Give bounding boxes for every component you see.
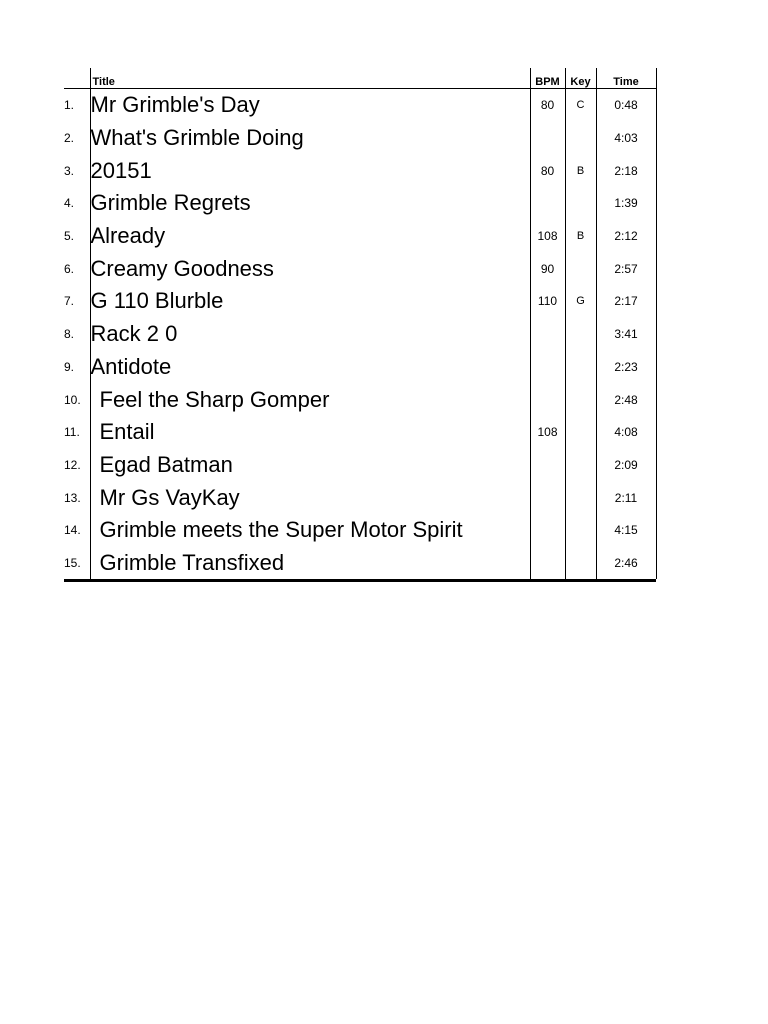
- song-key: [565, 252, 596, 285]
- song-key: [565, 514, 596, 547]
- song-time: 2:48: [596, 383, 656, 416]
- song-bpm: [530, 187, 565, 220]
- setlist-table: [64, 68, 657, 579]
- song-time: 2:09: [596, 449, 656, 482]
- song-time: 2:17: [596, 285, 656, 318]
- table-row: [64, 383, 656, 416]
- table-row: [64, 220, 656, 253]
- song-title: Grimble meets the Super Motor Spirit: [90, 514, 530, 547]
- song-time: 2:46: [596, 547, 656, 580]
- song-title: Feel the Sharp Gomper: [90, 383, 530, 416]
- song-key: [565, 187, 596, 220]
- header-bpm: BPM: [530, 68, 565, 89]
- table-row: [64, 514, 656, 547]
- table-row: [64, 318, 656, 351]
- song-time: 2:23: [596, 351, 656, 384]
- table-row: [64, 416, 656, 449]
- song-title: G 110 Blurble: [90, 285, 530, 318]
- song-key: [565, 318, 596, 351]
- track-number: 1.: [64, 89, 90, 122]
- song-key: [565, 383, 596, 416]
- song-title: Grimble Transfixed: [90, 547, 530, 580]
- song-title: What's Grimble Doing: [90, 122, 530, 155]
- song-bpm: [530, 449, 565, 482]
- song-key: [565, 351, 596, 384]
- song-key: [565, 481, 596, 514]
- song-title: Egad Batman: [90, 449, 530, 482]
- track-number: 2.: [64, 122, 90, 155]
- track-number: 6.: [64, 252, 90, 285]
- song-bpm: [530, 514, 565, 547]
- song-bpm: [530, 122, 565, 155]
- track-number: 7.: [64, 285, 90, 318]
- song-bpm: 108: [530, 416, 565, 449]
- song-key: [565, 122, 596, 155]
- song-bpm: [530, 481, 565, 514]
- song-title: Mr Grimble's Day: [90, 89, 530, 122]
- song-title: Creamy Goodness: [90, 252, 530, 285]
- song-bpm: [530, 383, 565, 416]
- song-bpm: 80: [530, 154, 565, 187]
- header-number: [64, 68, 90, 89]
- song-title: Antidote: [90, 351, 530, 384]
- track-number: 15.: [64, 547, 90, 580]
- header-time: Time: [596, 68, 656, 89]
- song-key: B: [565, 154, 596, 187]
- table-row: [64, 449, 656, 482]
- song-time: 1:39: [596, 187, 656, 220]
- song-key: G: [565, 285, 596, 318]
- song-time: 2:11: [596, 481, 656, 514]
- song-bpm: [530, 318, 565, 351]
- song-key: C: [565, 89, 596, 122]
- table-row: [64, 122, 656, 155]
- song-key: [565, 416, 596, 449]
- table-row: [64, 187, 656, 220]
- song-title: Rack 2 0: [90, 318, 530, 351]
- song-bpm: 80: [530, 89, 565, 122]
- table-row: [64, 285, 656, 318]
- song-bpm: 108: [530, 220, 565, 253]
- song-time: 4:03: [596, 122, 656, 155]
- song-bpm: 110: [530, 285, 565, 318]
- track-number: 9.: [64, 351, 90, 384]
- song-title: Entail: [90, 416, 530, 449]
- song-key: [565, 449, 596, 482]
- table-row: [64, 547, 656, 580]
- song-bpm: [530, 351, 565, 384]
- song-title: Mr Gs VayKay: [90, 481, 530, 514]
- track-number: 12.: [64, 449, 90, 482]
- table-row: [64, 481, 656, 514]
- table-row: [64, 351, 656, 384]
- song-time: 4:08: [596, 416, 656, 449]
- track-number: 4.: [64, 187, 90, 220]
- track-number: 8.: [64, 318, 90, 351]
- song-time: 4:15: [596, 514, 656, 547]
- song-title: Already: [90, 220, 530, 253]
- song-title: 20151: [90, 154, 530, 187]
- song-title: Grimble Regrets: [90, 187, 530, 220]
- setlist-sheet: [64, 68, 656, 582]
- track-number: 3.: [64, 154, 90, 187]
- song-rows: [64, 89, 656, 580]
- track-number: 14.: [64, 514, 90, 547]
- song-time: 2:18: [596, 154, 656, 187]
- table-row: [64, 154, 656, 187]
- song-time: 2:12: [596, 220, 656, 253]
- song-key: B: [565, 220, 596, 253]
- song-time: 0:48: [596, 89, 656, 122]
- track-number: 11.: [64, 416, 90, 449]
- header-key: Key: [565, 68, 596, 89]
- song-key: [565, 547, 596, 580]
- song-bpm: [530, 547, 565, 580]
- song-time: 2:57: [596, 252, 656, 285]
- header-title: Title: [90, 68, 530, 89]
- song-time: 3:41: [596, 318, 656, 351]
- header-row: [64, 68, 656, 89]
- table-row: [64, 252, 656, 285]
- track-number: 10.: [64, 383, 90, 416]
- track-number: 5.: [64, 220, 90, 253]
- table-row: [64, 89, 656, 122]
- track-number: 13.: [64, 481, 90, 514]
- song-bpm: 90: [530, 252, 565, 285]
